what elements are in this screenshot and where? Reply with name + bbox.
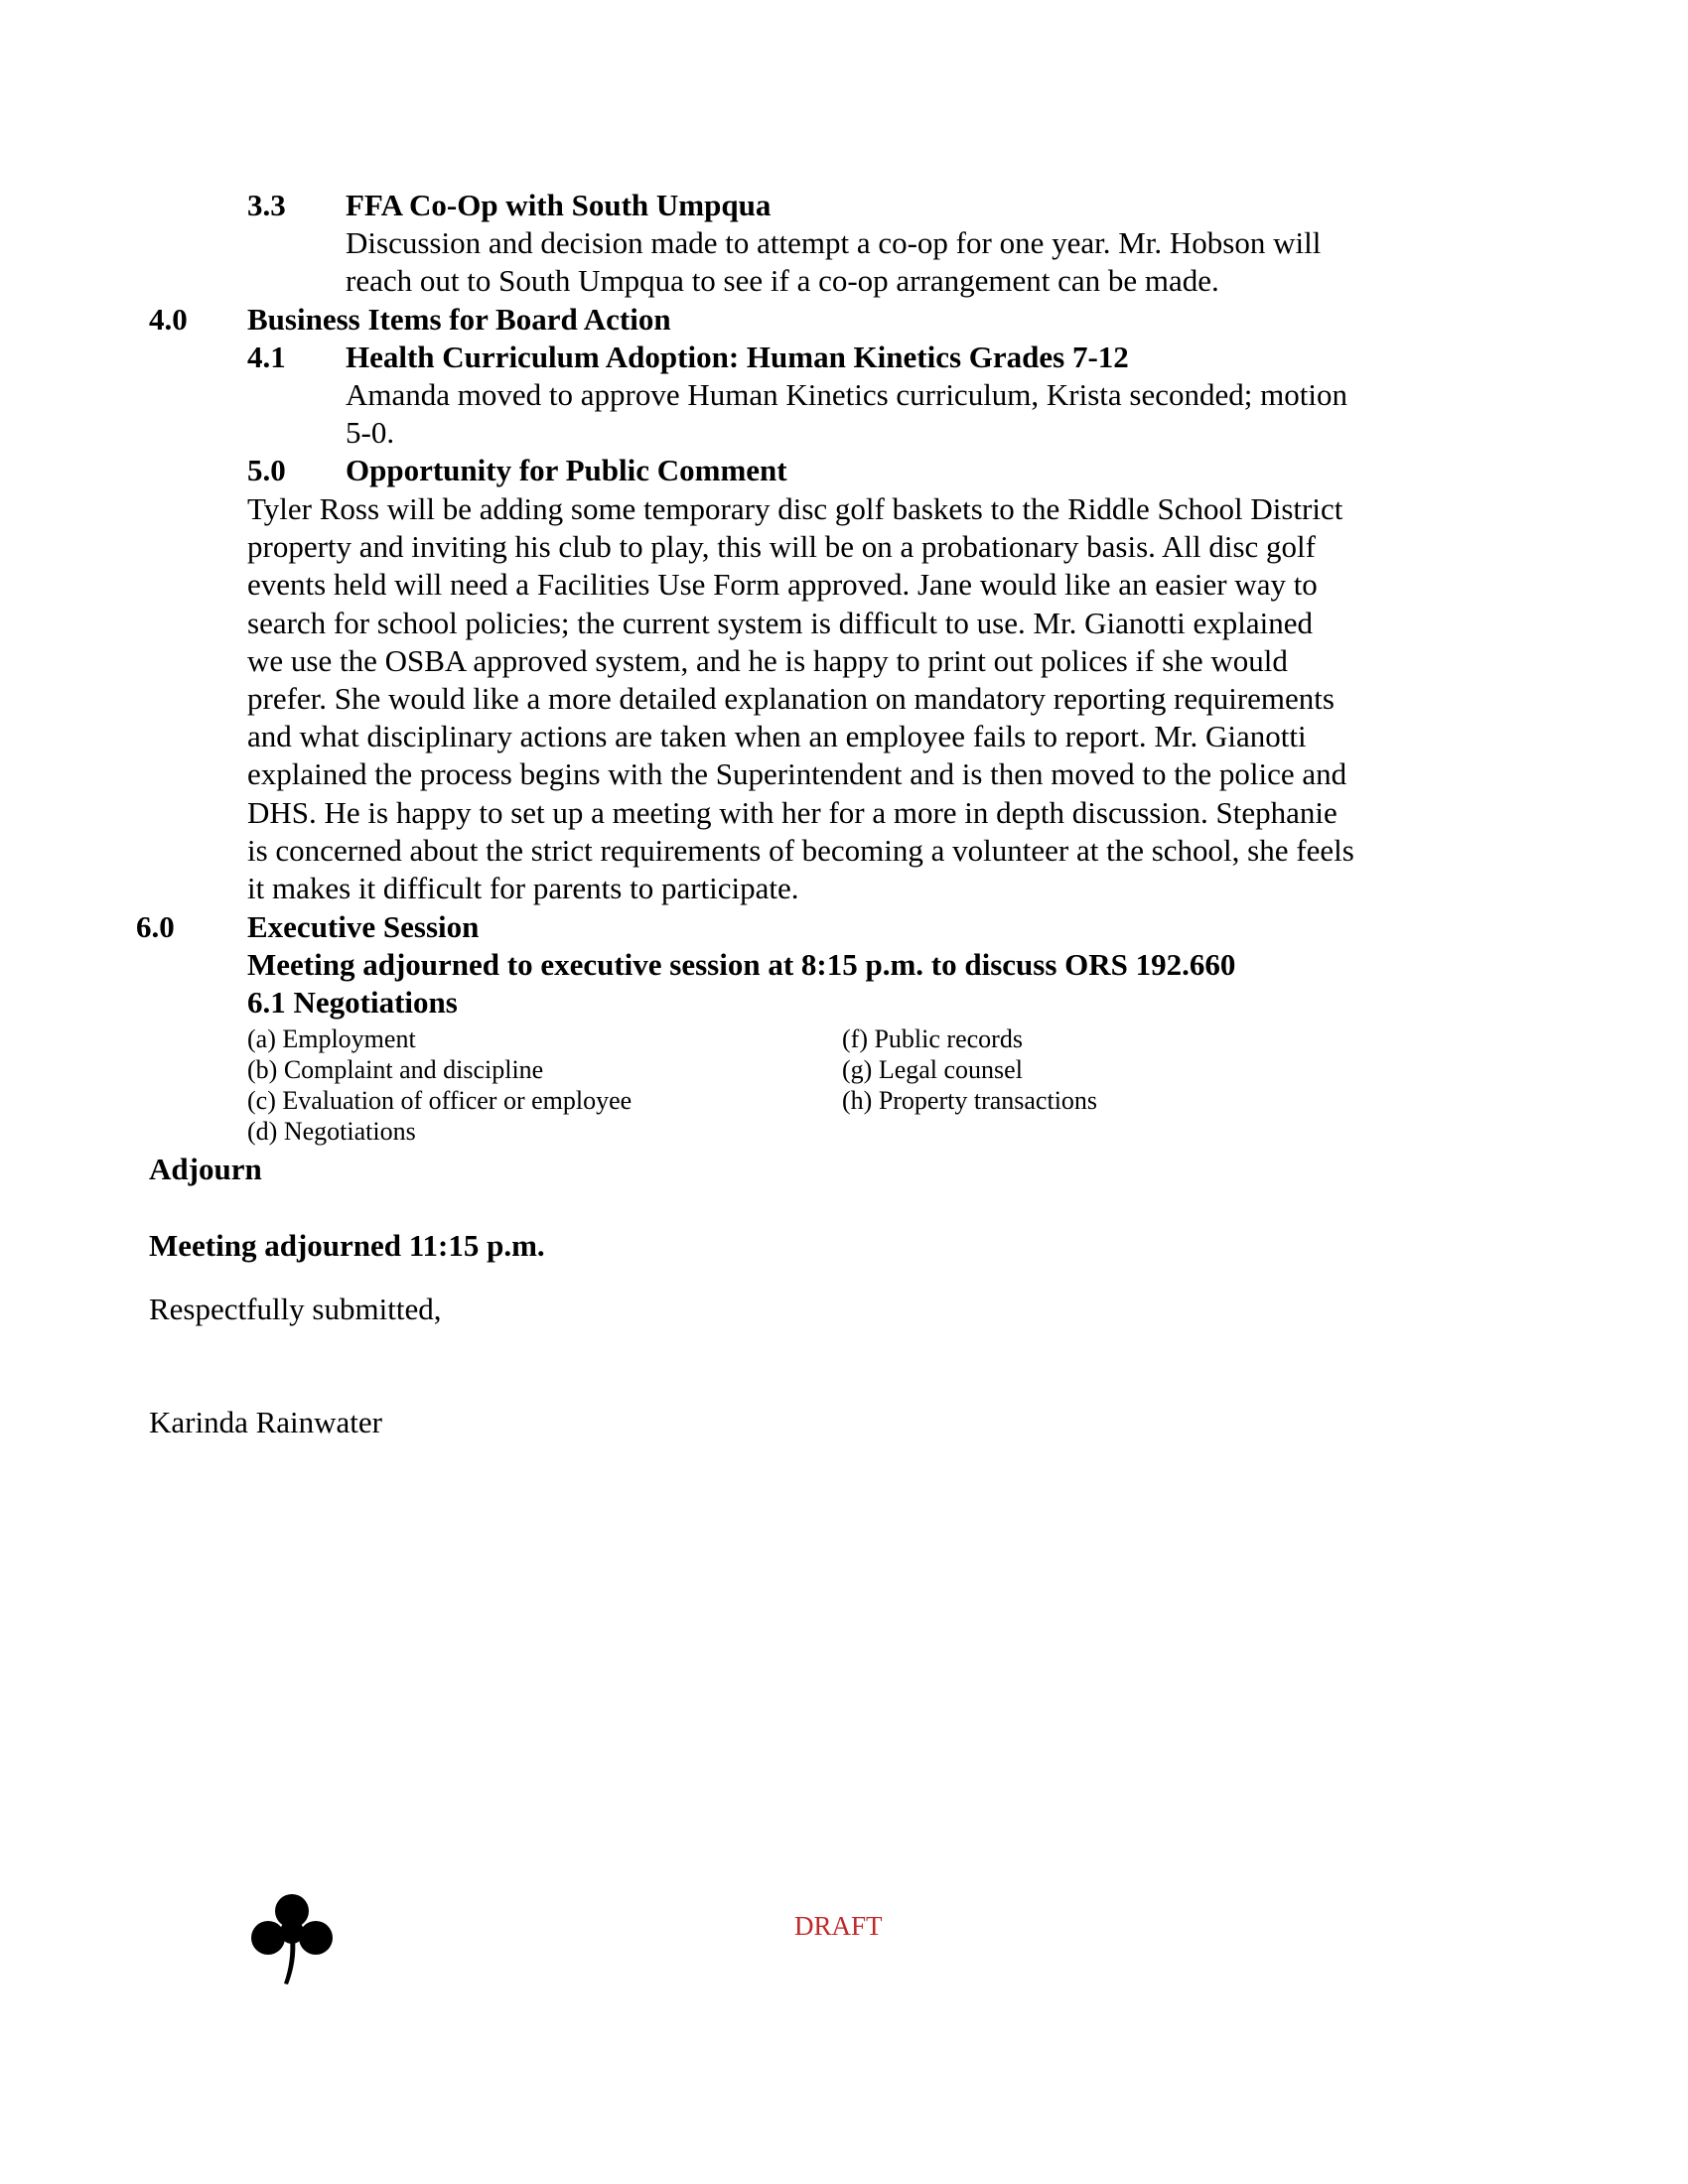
section-5-0-title: Opportunity for Public Comment [346, 453, 787, 487]
section-4-0-number: 4.0 [149, 302, 188, 337]
list-item: (g) Legal counsel [842, 1055, 1023, 1084]
body-line: prefer. She would like a more detailed explanation on mandatory reporting requirements [247, 681, 1335, 717]
body-line: we use the OSBA approved system, and he is happy to print out polices if she would [247, 642, 1288, 678]
body-line: Amanda moved to approve Human Kinetics curriculum, Krista seconded; motion [346, 377, 1347, 412]
signer-name: Karinda Rainwater [149, 1405, 382, 1439]
draft-watermark: DRAFT [794, 1911, 883, 1941]
section-5-0-number: 5.0 [247, 453, 286, 487]
body-line: events held will need a Facilities Use Form approved. Jane would like an easier way to [247, 567, 1318, 603]
list-item: (a) Employment [247, 1024, 416, 1053]
list-item: (c) Evaluation of officer or employee [247, 1086, 633, 1115]
section-4-1-body [346, 376, 1347, 452]
negotiations-subheading: 6.1 Negotiations [247, 985, 458, 1020]
section-3-3-number: 3.3 [247, 188, 286, 222]
meeting-adjourned-time: Meeting adjourned 11:15 p.m. [149, 1228, 545, 1263]
section-4-1-title: Health Curriculum Adoption: Human Kinetics Grades 7-12 [346, 340, 1129, 374]
body-line: is concerned about the strict requirements of becoming a volunteer at the school, she feels [247, 832, 1354, 868]
adjourn-heading: Adjourn [149, 1152, 262, 1186]
body-line: it makes it difficult for parents to participate. [247, 871, 799, 906]
section-6-0-number: 6.0 [136, 909, 175, 944]
section-4-1-number: 4.1 [247, 340, 286, 374]
body-line: explained the process begins with the Superintendent and is then moved to the police and [247, 756, 1347, 792]
section-4-0-title: Business Items for Board Action [247, 302, 671, 337]
body-line: and what disciplinary actions are taken when an employee fails to report. Mr. Gianotti [247, 719, 1307, 754]
body-line: reach out to South Umpqua to see if a co-op arrangement can be made. [346, 263, 1219, 299]
executive-session-adjourned-line: Meeting adjourned to executive session at 8:15 p.m. to discuss ORS 192.660 [247, 947, 1236, 982]
body-line: Tyler Ross will be adding some temporary disc golf baskets to the Riddle School District [247, 491, 1343, 526]
list-item: (h) Property transactions [842, 1086, 1098, 1115]
shamrock-icon [246, 1886, 338, 1985]
section-5-0-body [247, 490, 1354, 907]
closing-line: Respectfully submitted, [149, 1292, 442, 1326]
body-line: DHS. He is happy to set up a meeting with her for a more in depth discussion. Stephanie [247, 794, 1337, 830]
body-line: search for school policies; the current system is difficult to use. Mr. Gianotti explained [247, 605, 1313, 640]
list-item: (f) Public records [842, 1024, 1023, 1053]
body-line: Discussion and decision made to attempt a co-op for one year. Mr. Hobson will [346, 225, 1322, 260]
section-3-3-title: FFA Co-Op with South Umpqua [346, 188, 772, 222]
ors-list-right [842, 1024, 1097, 1116]
list-item: (d) Negotiations [247, 1117, 416, 1146]
list-item: (b) Complaint and discipline [247, 1055, 544, 1084]
body-line: 5-0. [346, 415, 395, 451]
ors-list-left [247, 1024, 632, 1147]
body-line: property and inviting his club to play, this will be on a probationary basis. All disc golf [247, 529, 1316, 565]
section-3-3-body [346, 224, 1321, 300]
section-6-0-title: Executive Session [247, 909, 480, 944]
